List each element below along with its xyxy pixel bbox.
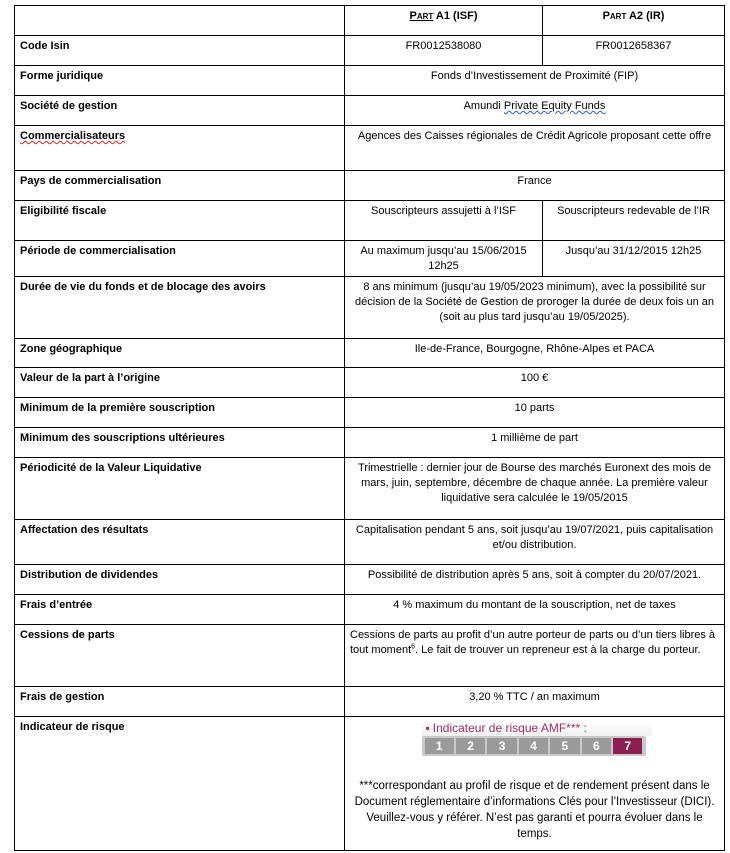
periodicite-value: Trimestrielle : dernier jour de Bourse des marchés Euronext des mois de mars, juin, septembre, décembre de chaque année. La première valeur liquidative sera calculée le 19/05/2015 [345, 458, 725, 520]
row-label: Distribution de dividendes [15, 565, 345, 595]
risk-level-3: 3 [487, 738, 516, 754]
row-periode [15, 241, 725, 277]
fund-characteristics-table [14, 5, 725, 851]
frais-gestion-value: 3,20 % TTC / an maximum [345, 687, 725, 717]
row-minimum-ulterieures [15, 428, 725, 458]
header-part-a2: Part A2 (IR) [543, 6, 725, 36]
row-cessions [15, 625, 725, 687]
row-isin [15, 36, 725, 66]
row-forme [15, 66, 725, 96]
row-label: Pays de commercialisation [15, 171, 345, 201]
minimum-ulterieures-value: 1 millième de part [345, 428, 725, 458]
row-label: Société de gestion [15, 96, 345, 126]
row-periodicite [15, 458, 725, 520]
row-label: Affectation des résultats [15, 520, 345, 565]
commercialisateurs-value: Agences des Caisses régionales de Crédit Agricole proposant cette offre [345, 126, 725, 171]
row-label: Périodicité de la Valeur Liquidative [15, 458, 345, 520]
row-frais-gestion [15, 687, 725, 717]
row-commercialisateurs [15, 126, 725, 171]
risque-value [345, 717, 725, 851]
risk-level-6: 6 [582, 738, 611, 754]
row-label: Période de commercialisation [15, 241, 345, 277]
row-label: Forme juridique [15, 66, 345, 96]
cessions-value: Cessions de parts au profit d’un autre porteur de parts ou d’un tiers libres à tout moment$^6$. Le fait de trouver un repreneur est à la charge du porteur. [345, 625, 725, 687]
societe-value: Amundi Private Equity Funds [345, 96, 725, 126]
row-valeur [15, 368, 725, 398]
row-pays [15, 171, 725, 201]
risk-note: ***correspondant au profil de risque et de rendement présent dans le Document réglementaire d’informations Clés pour l’Investisseur (DICI). Veuillez-vous y référer. N’est pas garanti et pourra évoluer dans le temps. [354, 780, 715, 840]
risk-level-5: 5 [550, 738, 579, 754]
row-label: Code Isin [15, 36, 345, 66]
row-label: Zone géographique [15, 339, 345, 368]
row-label: Eligibilité fiscale [15, 201, 345, 241]
header-empty-cell [15, 6, 345, 36]
row-label: Valeur de la part à l’origine [15, 368, 345, 398]
minimum-premiere-value: 10 parts [345, 398, 725, 428]
row-label: Durée de vie du fonds et de blocage des avoirs [15, 277, 345, 339]
row-frais-entree [15, 595, 725, 625]
row-distribution [15, 565, 725, 595]
affectation-value: Capitalisation pendant 5 ans, soit jusqu’au 19/07/2021, puis capitalisation et/ou distribution. [345, 520, 725, 565]
row-affectation [15, 520, 725, 565]
pays-value: France [345, 171, 725, 201]
risk-indicator-title: ▪ Indicateur de risque AMF*** : [422, 720, 652, 736]
eligibilite-a1: Souscripteurs assujetti à l’ISF [345, 201, 543, 241]
row-label: Frais d’entrée [15, 595, 345, 625]
row-label: Frais de gestion [15, 687, 345, 717]
frais-entree-value: 4 % maximum du montant de la souscription, net de taxes [345, 595, 725, 625]
row-label: Cessions de parts [15, 625, 345, 687]
risk-indicator [350, 720, 719, 756]
periode-a2: Jusqu’au 31/12/2015 12h25 [543, 241, 725, 277]
row-label: Minimum des souscriptions ultérieures [15, 428, 345, 458]
isin-a2: FR0012658367 [543, 36, 725, 66]
row-label: Commercialisateurs [15, 126, 345, 171]
periode-a1: Au maximum jusqu’au 15/06/2015 12h25 [345, 241, 543, 277]
eligibilite-a2: Souscripteurs redevable de l’IR [543, 201, 725, 241]
forme-value: Fonds d’Investissement de Proximité (FIP) [345, 66, 725, 96]
header-part-a1: Part A1 (ISF) [345, 6, 543, 36]
row-risque [15, 717, 725, 851]
row-zone [15, 339, 725, 368]
duree-value: 8 ans minimum (jusqu’au 19/05/2023 minimum), avec la possibilité sur décision de la Société de Gestion de proroger la durée de deux fois un an (soit au plus tard jusqu’au 19/05/2025). [345, 277, 725, 339]
risk-level-7: 7 [613, 738, 642, 754]
header-row [15, 6, 725, 36]
risk-scale [422, 736, 646, 756]
isin-a1: FR0012538080 [345, 36, 543, 66]
row-eligibilite [15, 201, 725, 241]
risk-level-2: 2 [456, 738, 485, 754]
distribution-value: Possibilité de distribution après 5 ans, soit à compter du 20/07/2021. [345, 565, 725, 595]
row-label: Indicateur de risque [15, 717, 345, 851]
row-duree [15, 277, 725, 339]
row-minimum-premiere [15, 398, 725, 428]
zone-value: Ile-de-France, Bourgogne, Rhône-Alpes et PACA [345, 339, 725, 368]
row-label: Minimum de la première souscription [15, 398, 345, 428]
row-societe [15, 96, 725, 126]
valeur-value: 100 € [345, 368, 725, 398]
risk-level-4: 4 [519, 738, 548, 754]
risk-level-1: 1 [425, 738, 454, 754]
